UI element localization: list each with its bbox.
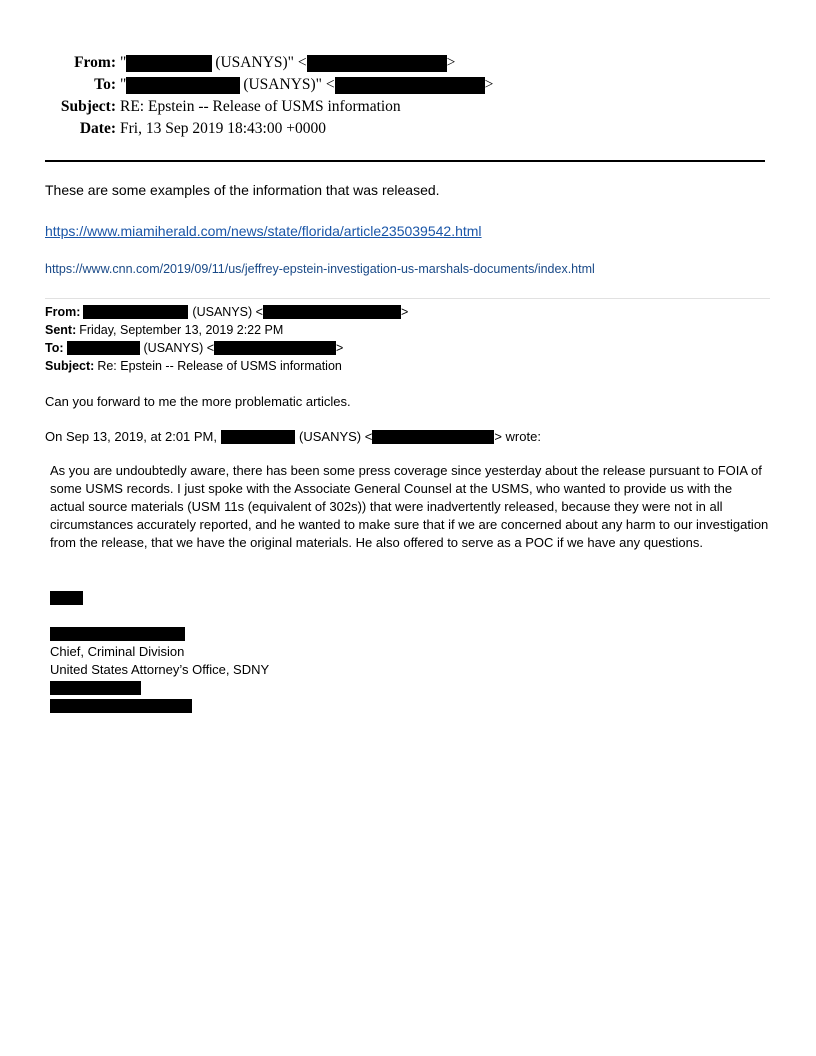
header-from-value [120,52,455,74]
quote-attribution [45,429,541,444]
header-date-value: Fri, 13 Sep 2019 18:43:00 +0000 [120,120,326,137]
cnn-link[interactable]: https://www.cnn.com/2019/09/11/us/jeffrey-epstein-investigation-us-marshals-documents/index.html [45,262,595,276]
header-to-value [120,74,493,96]
forwarded-subject-label: Subject: [45,359,95,373]
forwarded-subject-row [45,357,408,375]
forwarded-to-org: (USANYS) < [143,341,215,355]
header-from-quote: " [120,54,127,71]
forwarded-to-label: To: [45,341,64,355]
redaction-block [83,305,188,319]
redaction-block [50,591,83,605]
forwarded-from-close: > [400,305,409,319]
quote-org: (USANYS) < [299,429,373,444]
redaction-block [50,699,192,713]
forwarded-subject-value: Re: Epstein -- Release of USMS information [97,359,342,373]
forwarded-message: Can you forward to me the more problematic articles. [45,394,351,409]
redaction-block [372,430,494,444]
reply-intro: These are some examples of the information that was released. [45,182,440,198]
forwarded-sent-row [45,321,408,339]
email-header [0,52,816,140]
redaction-block [221,430,295,444]
forwarded-header [45,303,408,375]
header-to-quote: " [120,76,127,93]
header-subject-label: Subject: [60,98,116,115]
forwarded-from-row [45,303,408,321]
header-subject-row [0,96,816,118]
header-from-org: (USANYS)" < [215,54,307,71]
redaction-block [67,341,140,355]
redaction-block [307,55,447,72]
header-date-row [0,118,816,140]
forwarded-to-close: > [336,341,344,355]
quote-suffix: > wrote: [494,429,541,444]
header-subject-value: RE: Epstein -- Release of USMS information [120,98,401,115]
header-to-label: To: [94,76,116,93]
header-date-label: Date: [79,120,116,137]
redaction-block [126,55,212,72]
quote-prefix: On Sep 13, 2019, at 2:01 PM, [45,429,218,444]
redaction-block [50,681,141,695]
header-from-label: From: [74,54,116,71]
redaction-block [214,341,336,355]
redaction-block [126,77,240,94]
redaction-block [50,627,185,641]
header-divider [45,160,765,162]
original-paragraph: As you are undoubtedly aware, there has been some press coverage since yesterday about the release pursuant to FOIA of some USMS records. I just spoke with the Associate General Counsel at the USMS, who wanted to provide us with the actual source materials (USM 11s (equivalent of 302s)) that were inadvertently released, because they were not in all circumstances accurately reported, and he wanted to make sure that if we are concerned about any harm to our investigation from the release, that we have the original materials. He also offered to serve as a POC if we have any questions. [50,463,769,550]
header-from-close: > [446,54,456,71]
forwarded-from-label: From: [45,305,81,319]
signature-office: United States Attorney’s Office, SDNY [50,662,270,677]
redaction-block [335,77,485,94]
redaction-block [263,305,401,319]
header-from-row [0,52,816,74]
header-to-org: (USANYS)" < [243,76,335,93]
forwarded-to-row [45,339,408,357]
header-to-row [0,74,816,96]
forwarded-sent-label: Sent: [45,323,77,337]
forwarded-sent-value: Friday, September 13, 2019 2:22 PM [79,323,284,337]
header-to-close: > [484,76,494,93]
forwarded-from-org: (USANYS) < [192,305,263,319]
miamiherald-link[interactable]: https://www.miamiherald.com/news/state/florida/article235039542.html [45,223,482,239]
forward-divider [45,298,770,299]
signature-title: Chief, Criminal Division [50,644,185,659]
